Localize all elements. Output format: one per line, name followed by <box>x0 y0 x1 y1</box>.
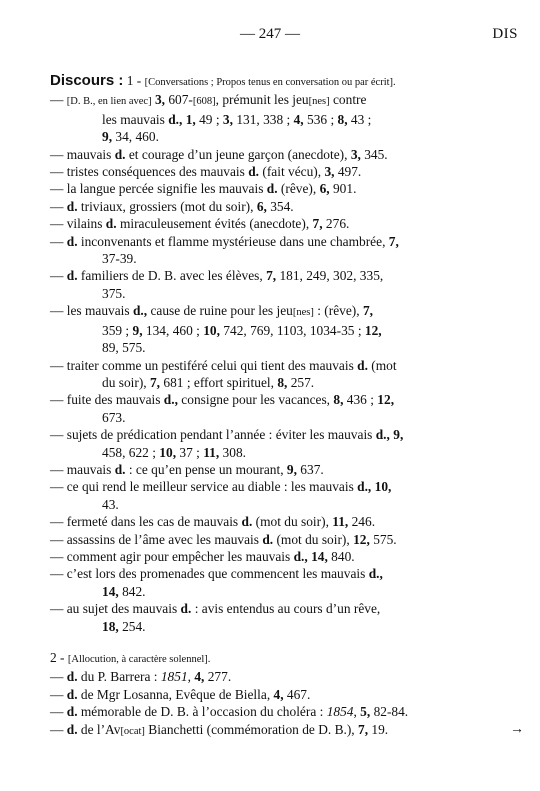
index-entry: — comment agir pour empêcher les mauvais d., 14, 840. <box>50 548 355 564</box>
index-entry: — d. du P. Barrera : 1851, 4, 277. <box>50 669 232 685</box>
index-entry-cont: 14, 842. <box>102 583 146 599</box>
page-number: — 247 — <box>240 26 300 42</box>
index-entry-cont: 375. <box>102 285 126 301</box>
index-entry-cont: 89, 575. <box>102 340 146 356</box>
index-entry-cont: 673. <box>102 409 126 425</box>
index-entry: — c’est lors des promenades que commencent les mauvais d., <box>50 566 383 582</box>
guide-word: DIS <box>492 26 518 42</box>
section-number: 1 - <box>126 73 145 88</box>
index-entry: — d. mémorable de D. B. à l’occasion du choléra : 1854, 5, 82-84. <box>50 704 409 720</box>
index-entry: — tristes conséquences des mauvais d. (fait vécu), 3, 497. <box>50 164 362 180</box>
index-entry: — fuite des mauvais d., consigne pour les vacances, 8, 436 ; 12, <box>50 392 395 408</box>
section-number: 2 - <box>50 650 68 665</box>
index-content <box>50 72 524 740</box>
section-subject: [Allocution, à caractère solennel]. <box>67 654 211 665</box>
index-entry: — d. familiers de D. B. avec les élèves, 7, 181, 249, 302, 335, <box>50 268 384 284</box>
index-entry: — vilains d. miraculeusement évités (anecdote), 7, 276. <box>50 216 350 232</box>
index-entry: — les mauvais d., cause de ruine pour les jeu[nes] : (rêve), 7, <box>50 303 373 319</box>
index-entry: — mauvais d. et courage d’un jeune garçon (anecdote), 3, 345. <box>50 146 388 162</box>
index-entry: — au sujet des mauvais d. : avis entendus au cours d’un rêve, <box>50 601 381 617</box>
index-entry-cont: 359 ; 9, 134, 460 ; 10, 742, 769, 1103, 1034-35 ; 12, <box>102 322 382 338</box>
index-entry: — d. de Mgr Losanna, Evêque de Biella, 4, 467. <box>50 686 311 702</box>
section-subject: [Conversations ; Propos tenus en conversation ou par écrit]. <box>144 77 396 88</box>
index-entry: — ce qui rend le meilleur service au diable : les mauvais d., 10, <box>50 479 392 495</box>
index-entry-cont: 37-39. <box>102 251 137 267</box>
index-entry: — d. triviaux, grossiers (mot du soir), 6, 354. <box>50 198 294 214</box>
section-1-heading <box>50 72 510 91</box>
section-spacer <box>50 635 510 649</box>
entry-title: Discours : <box>50 72 124 89</box>
index-entry: — traiter comme un pestiféré celui qui tient des mauvais d. (mot <box>50 357 397 373</box>
index-entry-cont: 9, 34, 460. <box>102 129 159 145</box>
index-entry: — mauvais d. : ce qu’en pense un mourant, 9, 637. <box>50 461 324 477</box>
index-entry: — d. inconvenants et flamme mystérieuse dans une chambrée, 7, <box>50 233 399 249</box>
index-entry-cont: 43. <box>102 496 119 512</box>
index-entry-cont: 458, 622 ; 10, 37 ; 11, 308. <box>102 444 246 460</box>
index-entry: — [D. B., en lien avec] 3, 607-[608], prémunit les jeu[nes] contre <box>50 92 367 108</box>
index-entry-cont: 18, 254. <box>102 618 146 634</box>
index-entry: — d. de l’Av[ocat] Bianchetti (commémoration de D. B.), 7, 19. → <box>50 721 524 737</box>
index-entry: — sujets de prédication pendant l’année : éviter les mauvais d., 9, <box>50 427 404 443</box>
section-2-heading <box>50 649 510 668</box>
index-entry: — la langue percée signifie les mauvais d. (rêve), 6, 901. <box>50 181 357 197</box>
index-entry: — assassins de l’âme avec les mauvais d. (mot du soir), 12, 575. <box>50 531 397 547</box>
index-entry-cont: les mauvais d., 1, 49 ; 3, 131, 338 ; 4, 536 ; 8, 43 ; <box>102 111 372 127</box>
index-entry: — fermeté dans les cas de mauvais d. (mot du soir), 11, 246. <box>50 514 376 530</box>
index-entry-cont: du soir), 7, 681 ; effort spirituel, 8, 257. <box>102 374 315 390</box>
